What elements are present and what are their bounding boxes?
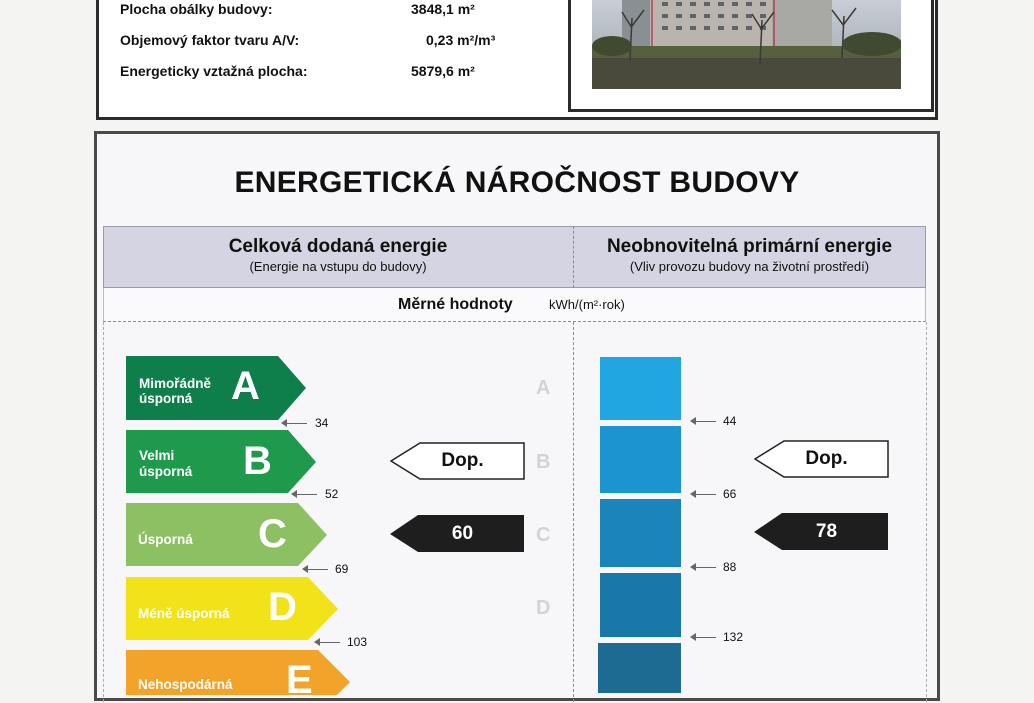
ghost-letter-d: D <box>536 597 551 619</box>
right-edge <box>926 322 927 702</box>
left-threshold-b-c: 52 <box>325 487 339 501</box>
threshold-arrow <box>696 637 716 638</box>
class-c-label: Úsporná <box>138 532 193 547</box>
left-edge <box>103 322 104 702</box>
reference-area-label: Energeticky vztažná plocha: <box>120 63 308 79</box>
class-d-letter: D <box>268 585 297 629</box>
threshold-arrow <box>308 569 328 570</box>
right-bar-d <box>600 573 681 637</box>
left-threshold-a-b: 34 <box>315 416 329 430</box>
right-threshold-b-c: 66 <box>723 487 737 501</box>
right-bar-a <box>600 357 681 420</box>
building-photo <box>592 0 901 89</box>
class-b-label-line2: úsporná <box>139 464 193 479</box>
class-c-letter: C <box>258 512 287 556</box>
left-actual-value: 60 <box>451 523 474 544</box>
right-bar-e <box>598 643 681 693</box>
threshold-arrow <box>696 494 716 495</box>
class-a-label-line2: úsporná <box>139 391 193 406</box>
envelope-area-label: Plocha obálky budovy: <box>120 1 273 17</box>
class-a-label-line1: Mimořádně <box>139 376 212 391</box>
right-actual-value: 78 <box>815 521 838 542</box>
left-column-subtitle: (Energie na vstupu do budovy) <box>249 259 427 274</box>
class-b-label-line1: Velmi <box>139 448 175 463</box>
class-d-label: Méně úsporná <box>138 606 230 621</box>
page-title: ENERGETICKÁ NÁROČNOST BUDOVY <box>234 166 800 199</box>
class-e-letter: E <box>286 658 313 702</box>
left-threshold-c-d: 69 <box>335 562 349 576</box>
envelope-area-value: 3848,1 m² <box>411 1 475 17</box>
specific-values-row <box>103 288 926 322</box>
reference-area-value: 5879,6 m² <box>411 63 475 79</box>
ghost-letter-b: B <box>536 451 551 473</box>
right-bar-b <box>600 426 681 493</box>
left-recommended-label: Dop. <box>441 450 484 471</box>
right-column-subtitle: (Vliv provozu budovy na životní prostředí) <box>629 259 870 274</box>
threshold-arrow <box>287 423 307 424</box>
specific-values-unit: kWh/(m²·rok) <box>549 297 625 312</box>
threshold-arrow <box>696 421 716 422</box>
class-e-label: Nehospodárná <box>138 677 233 692</box>
class-a-letter: A <box>231 364 260 408</box>
column-divider <box>573 322 574 702</box>
right-threshold-a-b: 44 <box>723 414 737 428</box>
threshold-arrow <box>297 494 317 495</box>
specific-values-label: Měrné hodnoty <box>398 296 513 313</box>
right-column-title: Neobnovitelná primární energie <box>606 236 893 257</box>
threshold-arrow <box>320 642 340 643</box>
ghost-letter-c: C <box>536 524 551 546</box>
left-threshold-d-e: 103 <box>347 635 368 649</box>
right-recommended-label: Dop. <box>805 448 848 469</box>
right-threshold-c-d: 88 <box>723 560 737 574</box>
class-b-letter: B <box>243 439 272 483</box>
right-bar-c <box>600 499 681 567</box>
shape-factor-value: 0,23 m²/m³ <box>426 32 496 48</box>
left-column-title: Celková dodaná energie <box>228 236 448 257</box>
right-threshold-d-e: 132 <box>723 630 744 644</box>
threshold-arrow <box>696 567 716 568</box>
shape-factor-label: Objemový faktor tvaru A/V: <box>120 32 300 48</box>
ghost-letter-a: A <box>536 377 551 399</box>
